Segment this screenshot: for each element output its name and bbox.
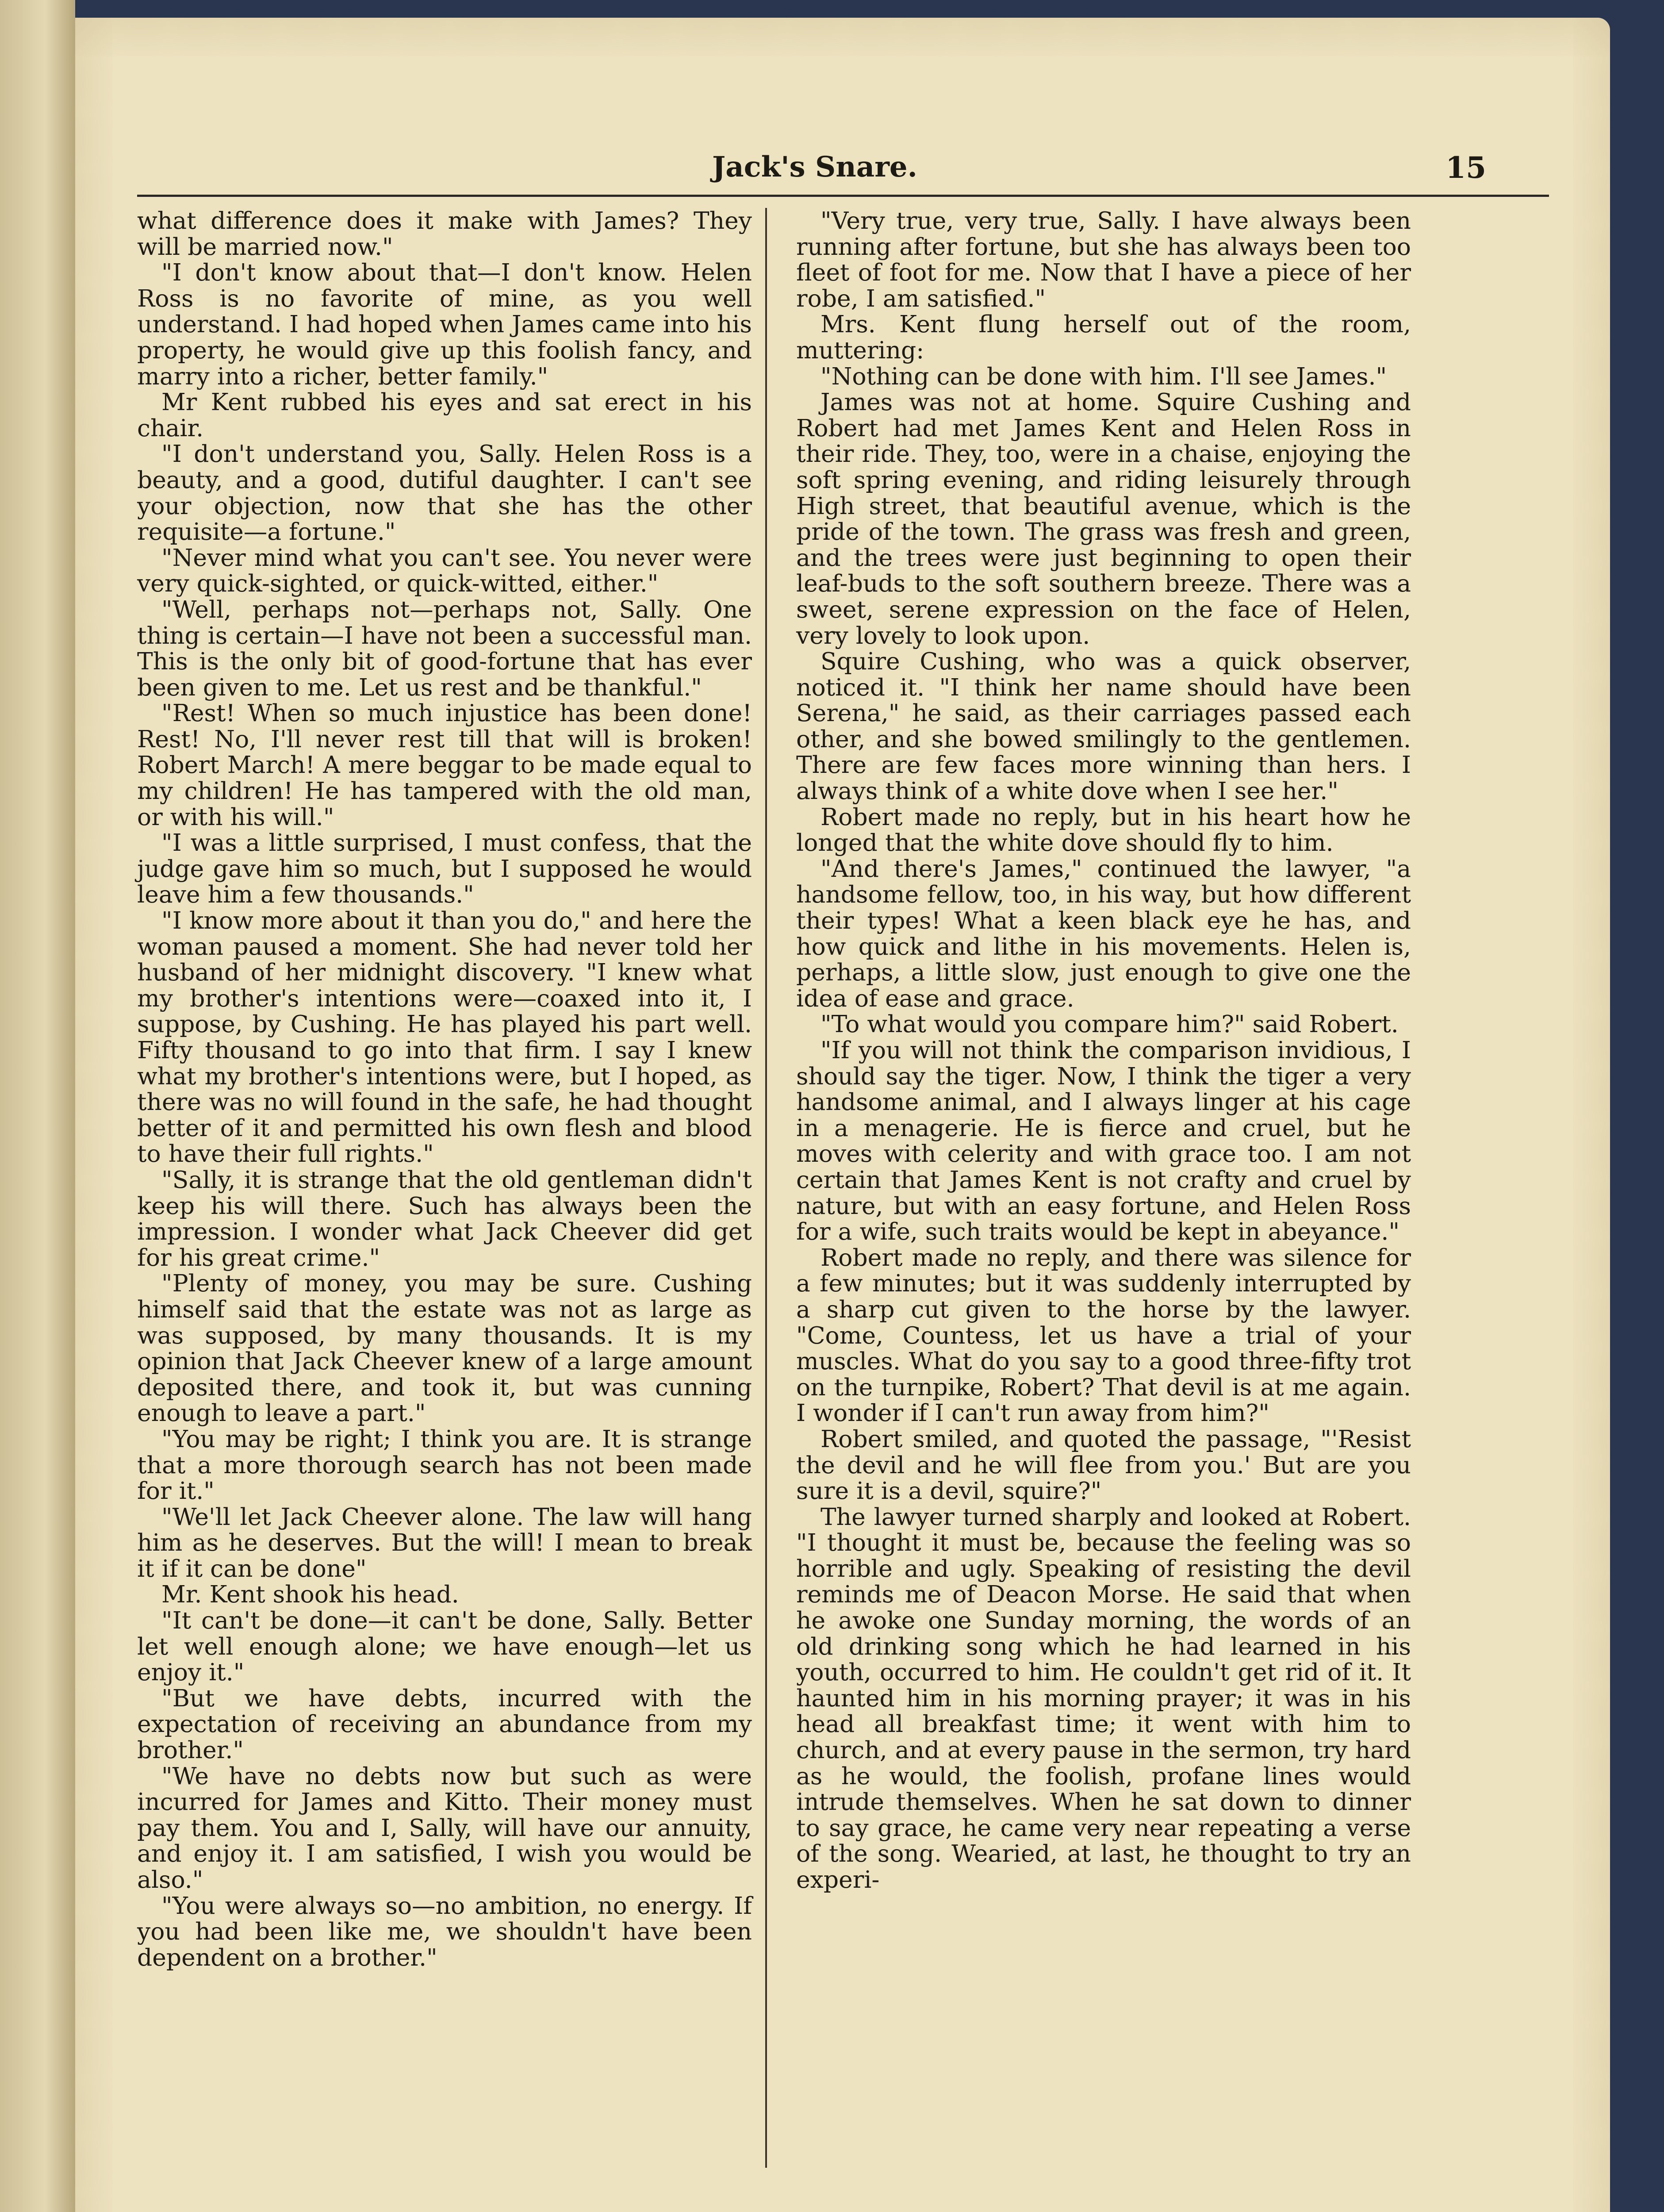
paragraph: "We have no debts now but such as were incurred for James and Kitto. Their money must pay them. You and I, Sally, will have our annuity, and enjoy it. I am satisfied, I wish you would be also." bbox=[137, 1762, 752, 1893]
paragraph: "And there's James," continued the lawyer, "a handsome fellow, too, in his way, but how different their types! What a keen black eye he has, and how quick and lithe in his movements. Helen is, perhaps, a little slow, just enough to give one the idea of ease and grace. bbox=[796, 854, 1411, 1012]
left-text-column bbox=[137, 208, 752, 1970]
paragraph: Mr Kent rubbed his eyes and sat erect in his chair. bbox=[137, 388, 752, 442]
paragraph: "Well, perhaps not—perhaps not, Sally. One thing is certain—I have not been a successful man. This is the only bit of good-fortune that has ever been given to me. Let us rest and be thankful." bbox=[137, 595, 752, 701]
paragraph: "You were always so—no ambition, no energy. If you had been like me, we shouldn't have been dependent on a brother." bbox=[137, 1891, 752, 1971]
paragraph: "Very true, very true, Sally. I have always been running after fortune, but she has always been too fleet of foot for me. Now that I have a piece of her robe, I am satisfied." bbox=[796, 207, 1411, 312]
paragraph: "To what would you compare him?" said Robert. bbox=[820, 1010, 1399, 1038]
paragraph: "I was a little surprised, I must confess, that the judge gave him so much, but I supposed he would leave him a few thousands." bbox=[137, 829, 752, 909]
paragraph: "Plenty of money, you may be sure. Cushing himself said that the estate was not as large as was supposed, by many thousands. It is my opinion that Jack Cheever knew of a large amount deposited there, and took it, but was cunning enough to leave a part." bbox=[137, 1269, 752, 1427]
paragraph: "I don't understand you, Sally. Helen Ross is a beauty, and a good, dutiful daughter. I can't see your objection, now that she has the other requisite—a fortune." bbox=[137, 440, 752, 546]
paragraph: Squire Cushing, who was a quick observer, noticed it. "I think her name should have been Serena," he said, as their carriages passed each other, and she bowed smilingly to the gentlemen. There are few faces more winning than hers. I always think of a white dove when I see her." bbox=[796, 647, 1411, 805]
paragraph: "If you will not think the comparison invidious, I should say the tiger. Now, I think the tiger a very handsome animal, and I always linger at his cage in a menagerie. He is fierce and cruel, but he moves with celerity and with grace too. I am not certain that James Kent is not crafty and cruel by nature, but with an easy fortune, and Helen Ross for a wife, such traits would be kept in abeyance." bbox=[796, 1036, 1411, 1246]
running-title: Jack's Snare. bbox=[712, 150, 917, 184]
paragraph: "We'll let Jack Cheever alone. The law will hang him as he deserves. But the will! I mean to break it if it can be done" bbox=[137, 1502, 752, 1582]
paragraph: Robert smiled, and quoted the passage, "'Resist the devil and he will flee from you.' But are you sure it is a devil, squire?" bbox=[796, 1425, 1411, 1505]
paragraph: Robert made no reply, and there was silence for a few minutes; but it was suddenly interrupted by a sharp cut given to the horse by the lawyer. "Come, Countess, let us have a trial of your muscles. What do you say to a good three-fifty trot on the turnpike, Robert? That devil is at me again. I wonder if I can't run away from him?" bbox=[796, 1243, 1411, 1427]
paragraph: Mr. Kent shook his head. bbox=[161, 1580, 459, 1609]
paragraph: "Never mind what you can't see. You never were very quick-sighted, or quick-witted, either." bbox=[137, 543, 752, 598]
book-spine bbox=[0, 0, 75, 2212]
paragraph: "But we have debts, incurred with the expectation of receiving an abundance from my brother." bbox=[137, 1684, 752, 1764]
paragraph: "Sally, it is strange that the old gentleman didn't keep his will there. Such has always been the impression. I wonder what Jack Cheever did get for his great crime." bbox=[137, 1165, 752, 1271]
paragraph: The lawyer turned sharply and looked at Robert. "I thought it must be, because the feeling was so horrible and ugly. Speaking of resisting the devil reminds me of Deacon Morse. He said that when he awoke one Sunday morning, the words of an old drinking song which he had learned in his youth, occurred to him. He couldn't get rid of it. It haunted him in his morning prayer; it was in his head all breakfast time; it went with him to church, and at every pause in the sermon, try hard as he would, the foolish, profane lines would intrude themselves. When he sat down to dinner to say grace, he came very near repeating a verse of the song. Wearied, at last, he thought to try an experi- bbox=[796, 1502, 1411, 1893]
column-divider bbox=[765, 208, 767, 2168]
paragraph: "I don't know about that—I don't know. Helen Ross is no favorite of mine, as you well understand. I had hoped when James came into his property, he would give up this foolish fancy, and marry into a richer, better family." bbox=[137, 258, 752, 390]
paragraph: "You may be right; I think you are. It is strange that a more thorough search has not been made for it." bbox=[137, 1425, 752, 1505]
paragraph: Robert made no reply, but in his heart how he longed that the white dove should fly to him. bbox=[796, 803, 1411, 857]
page-number: 15 bbox=[1445, 150, 1486, 185]
paragraph: "I know more about it than you do," and here the woman paused a moment. She had never told her husband of her midnight discovery. "I knew what my brother's intentions were—coaxed into it, I suppose, by Cushing. He has played his part well. Fifty thousand to go into that firm. I say I knew what my brother's intentions were, but I hoped, as there was no will found in the safe, he had thought better of it and permitted his own flesh and blood to have their full rights." bbox=[137, 906, 752, 1168]
paragraph: "Rest! When so much injustice has been done! Rest! No, I'll never rest till that will is broken! Robert March! A mere beggar to be made equal to my children! He has tampered with the old man, or with his will." bbox=[137, 699, 752, 831]
paragraph: James was not at home. Squire Cushing and Robert had met James Kent and Helen Ross in their ride. They, too, were in a chaise, enjoying the soft spring evening, and riding leisurely through High street, that beautiful avenue, which is the pride of the town. The grass was fresh and green, and the trees were just beginning to open their leaf-buds to the soft southern breeze. There was a sweet, serene expression on the face of Helen, very lovely to look upon. bbox=[796, 388, 1411, 649]
right-text-column bbox=[796, 208, 1411, 1893]
paragraph: "It can't be done—it can't be done, Sally. Better let well enough alone; we have enough—let us enjoy it." bbox=[137, 1606, 752, 1686]
paragraph: Mrs. Kent flung herself out of the room, muttering: bbox=[796, 310, 1411, 364]
paragraph: what difference does it make with James? They will be married now." bbox=[137, 207, 752, 261]
paragraph: "Nothing can be done with him. I'll see James." bbox=[820, 362, 1387, 390]
header-rule bbox=[137, 195, 1549, 197]
